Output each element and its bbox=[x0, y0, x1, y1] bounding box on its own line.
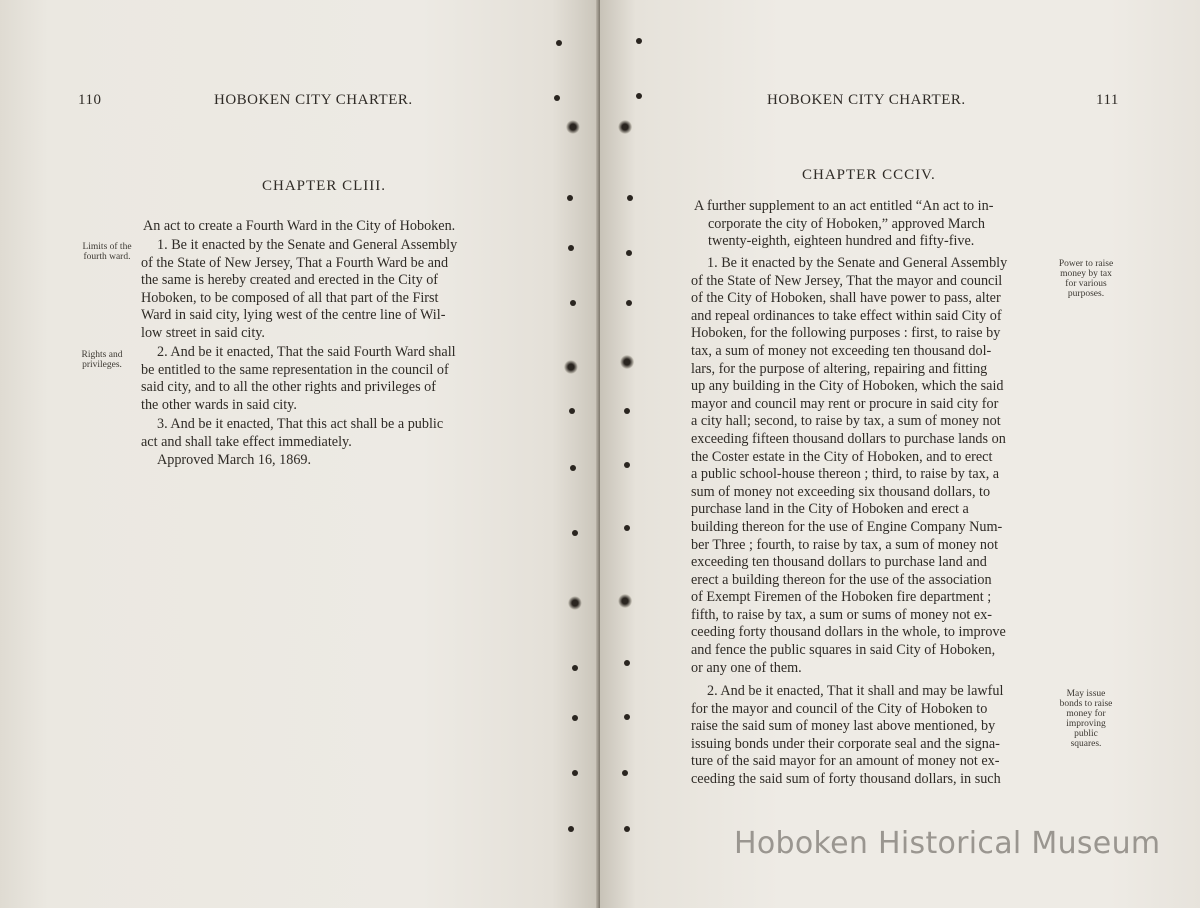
chapter-heading-right: CHAPTER CCCIV. bbox=[802, 167, 936, 183]
approved-date: Approved March 16, 1869. bbox=[157, 452, 312, 468]
binding-hole bbox=[572, 530, 578, 536]
binding-hole bbox=[569, 408, 575, 414]
text-line: and fence the public squares in said City of Hoboken, bbox=[691, 642, 996, 659]
text-line: ceeding the said sum of forty thousand dollars, in such bbox=[691, 770, 1001, 787]
text-line: fifth, to raise by tax, a sum or sums of money not ex- bbox=[691, 606, 993, 623]
text-line: 1. Be it enacted by the Senate and General Assembly bbox=[707, 255, 1008, 271]
text-line: lars, for the purpose of altering, repairing and fitting bbox=[691, 360, 988, 377]
binding-hole bbox=[620, 355, 634, 369]
binding-hole bbox=[572, 715, 578, 721]
margin-note-limits: Limits of the fourth ward. bbox=[82, 242, 132, 262]
text-line: of Exempt Firemen of the Hoboken fire department ; bbox=[691, 589, 992, 606]
binding-hole bbox=[572, 665, 578, 671]
binding-hole bbox=[627, 195, 633, 201]
text-line: building thereon for the use of Engine Company Num- bbox=[691, 518, 1003, 535]
text-line: a city hall; second, to raise by tax, a sum of money not bbox=[691, 413, 1001, 430]
section-3-left bbox=[141, 416, 505, 451]
text-line: erect a building thereon for the use of the association bbox=[691, 571, 992, 588]
museum-watermark: Hoboken Historical Museum bbox=[734, 826, 1161, 861]
running-head-left: HOBOKEN CITY CHARTER. bbox=[214, 92, 413, 108]
text-line: act and shall take effect immediately. bbox=[141, 433, 352, 450]
text-line: exceeding fifteen thousand dollars to purchase lands on bbox=[691, 430, 1006, 447]
text-line: 2. And be it enacted, That the said Fourth Ward shall bbox=[157, 344, 456, 360]
binding-hole bbox=[624, 408, 630, 414]
act-title-line: An act to create a Fourth Ward in the City of Hoboken. bbox=[143, 218, 456, 234]
text-line: mayor and council may rent or procure in said city for bbox=[691, 395, 999, 412]
text-line: said city, and to all the other rights and privileges of bbox=[141, 379, 436, 396]
binding-hole bbox=[554, 95, 560, 101]
binding-hole bbox=[566, 120, 580, 134]
text-line: of the State of New Jersey, That the mayor and council bbox=[691, 272, 1003, 289]
binding-hole bbox=[572, 770, 578, 776]
text-line: Ward in said city, lying west of the centre line of Wil- bbox=[141, 307, 446, 324]
page-number-right: 111 bbox=[1096, 92, 1119, 108]
text-line: up any building in the City of Hoboken, which the said bbox=[691, 378, 1004, 395]
text-line: Hoboken, to be composed of all that part of the First bbox=[141, 289, 439, 306]
text-line: purchase land in the City of Hoboken and erect a bbox=[691, 501, 969, 518]
text-line: 1. Be it enacted by the Senate and General Assembly bbox=[157, 237, 458, 253]
section-1-right bbox=[691, 255, 1055, 677]
text-line: low street in said city. bbox=[141, 324, 265, 341]
text-line: raise the said sum of money last above mentioned, by bbox=[691, 718, 996, 735]
margin-note-bonds: May issue bonds to raise money for improving public squares. bbox=[1059, 689, 1113, 749]
text-line: or any one of them. bbox=[691, 659, 802, 676]
text-line: be entitled to the same representation in the council of bbox=[141, 361, 449, 378]
section-1-left bbox=[141, 237, 505, 343]
binding-hole bbox=[556, 40, 562, 46]
binding-hole bbox=[570, 465, 576, 471]
text-line: issuing bonds under their corporate seal and the signa- bbox=[691, 735, 1000, 752]
text-line: exceeding ten thousand dollars to purchase land and bbox=[691, 554, 987, 571]
text-line: twenty-eighth, eighteen hundred and fifty-five. bbox=[708, 233, 975, 250]
binding-hole bbox=[624, 660, 630, 666]
text-line: tax, a sum of money not exceeding ten thousand dol- bbox=[691, 342, 992, 359]
text-line: of the State of New Jersey, That a Fourth Ward be and bbox=[141, 254, 449, 271]
text-line: of the City of Hoboken, shall have power to pass, alter bbox=[691, 290, 1001, 307]
binding-hole bbox=[624, 462, 630, 468]
running-head-right: HOBOKEN CITY CHARTER. bbox=[767, 92, 966, 108]
binding-hole bbox=[636, 93, 642, 99]
page-number-left: 110 bbox=[78, 92, 102, 108]
binding-hole bbox=[624, 826, 630, 832]
section-2-left bbox=[141, 344, 505, 414]
text-line: 2. And be it enacted, That it shall and may be lawful bbox=[707, 683, 1004, 699]
text-line: ceeding forty thousand dollars in the whole, to improve bbox=[691, 624, 1006, 641]
binding-hole bbox=[568, 826, 574, 832]
text-line: for the mayor and council of the City of Hoboken to bbox=[691, 700, 988, 717]
text-line: Hoboken, for the following purposes : first, to raise by bbox=[691, 325, 1001, 342]
text-line: ber Three ; fourth, to raise by tax, a sum of money not bbox=[691, 536, 999, 553]
text-line: the other wards in said city. bbox=[141, 396, 297, 413]
binding-hole bbox=[618, 120, 632, 134]
binding-hole bbox=[624, 525, 630, 531]
section-2-right bbox=[691, 683, 1055, 789]
margin-note-power: Power to raise money by tax for various purposes. bbox=[1058, 259, 1114, 299]
binding-hole bbox=[570, 300, 576, 306]
binding-hole bbox=[568, 245, 574, 251]
binding-hole bbox=[622, 770, 628, 776]
binding-hole bbox=[636, 38, 642, 44]
text-line: corporate the city of Hoboken,” approved March bbox=[708, 215, 985, 232]
text-line: 3. And be it enacted, That this act shall be a public bbox=[157, 416, 444, 432]
binding-hole bbox=[567, 195, 573, 201]
text-line: the same is hereby created and erected in the City of bbox=[141, 272, 439, 289]
text-line: ture of the said mayor for an amount of money not ex- bbox=[691, 753, 1000, 770]
text-line: and repeal ordinances to take effect within said City of bbox=[691, 307, 1002, 324]
binding-hole bbox=[626, 300, 632, 306]
text-line: sum of money not exceeding six thousand dollars, to bbox=[691, 483, 991, 500]
text-line: the Coster estate in the City of Hoboken, and to erect bbox=[691, 448, 993, 465]
text-line: a public school-house thereon ; third, to raise by tax, a bbox=[691, 466, 1000, 483]
binding-hole bbox=[564, 360, 578, 374]
text-line: A further supplement to an act entitled “An act to in- bbox=[694, 198, 994, 214]
binding-hole bbox=[568, 596, 582, 610]
binding-hole bbox=[624, 714, 630, 720]
binding-hole bbox=[626, 250, 632, 256]
chapter-heading-left: CHAPTER CLIII. bbox=[262, 178, 386, 194]
right-page bbox=[600, 0, 1200, 908]
margin-note-rights: Rights and privileges. bbox=[81, 350, 123, 370]
binding-hole bbox=[618, 594, 632, 608]
act-title-left bbox=[143, 218, 505, 236]
act-title-right bbox=[694, 198, 1056, 251]
